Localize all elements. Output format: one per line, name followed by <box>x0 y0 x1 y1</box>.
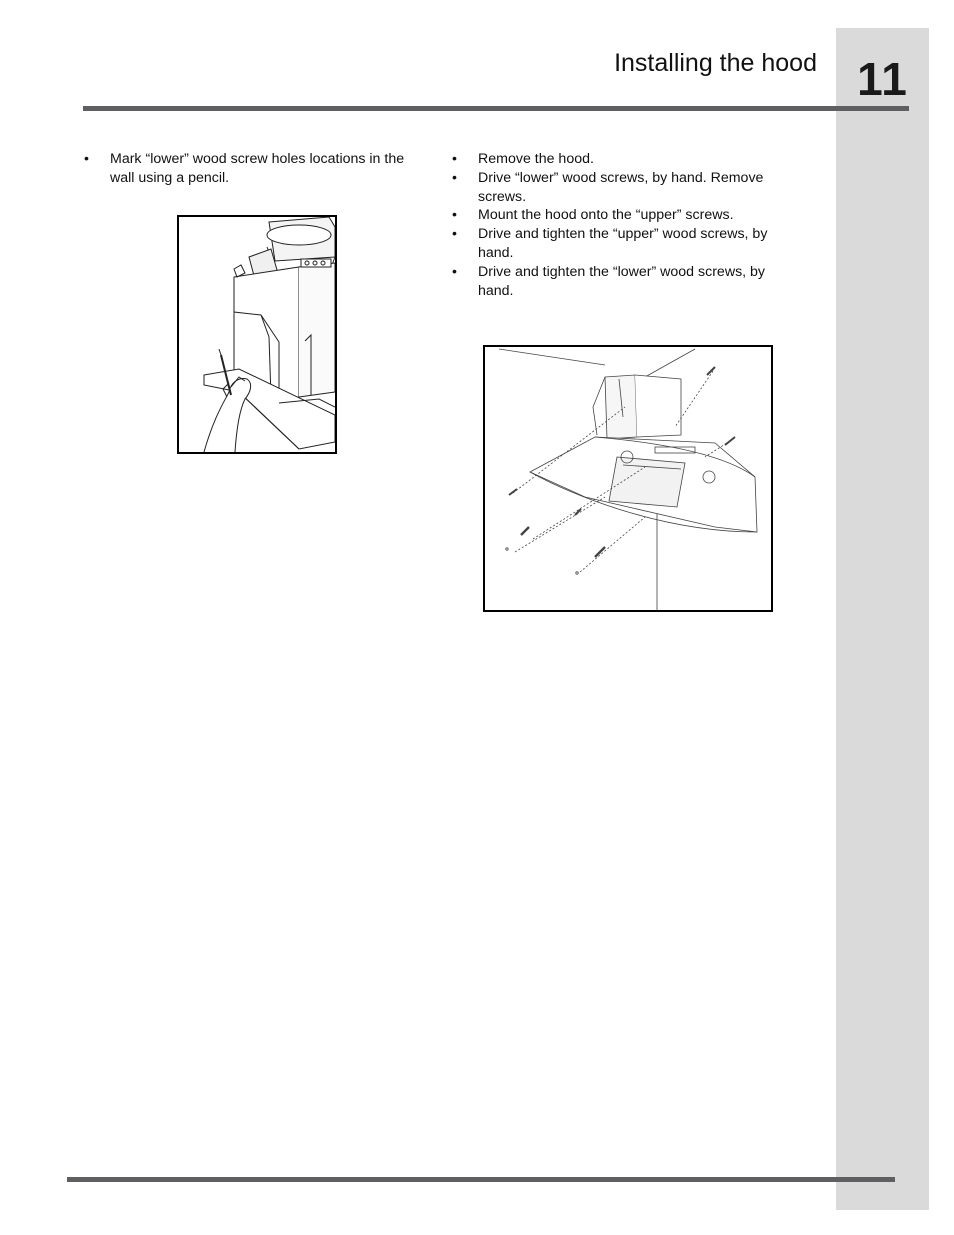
list-item: • Mount the hood onto the “upper” screws. <box>452 206 797 225</box>
list-item: • Remove the hood. <box>452 150 797 169</box>
page-title: Installing the hood <box>614 49 817 77</box>
list-item: • Drive and tighten the “upper” wood screws, by hand. <box>452 225 797 263</box>
side-tab <box>836 28 929 1210</box>
left-step-list <box>84 150 429 188</box>
marking-screw-holes-illustration <box>177 215 337 454</box>
right-step-list <box>452 150 797 300</box>
list-item: • Mark “lower” wood screw holes locations in the wall using a pencil. <box>84 150 429 188</box>
footer-rule <box>67 1177 895 1182</box>
list-item: • Drive “lower” wood screws, by hand. Remove screws. <box>452 169 797 207</box>
mounting-hood-illustration <box>483 345 773 612</box>
list-item: • Drive and tighten the “lower” wood screws, by hand. <box>452 263 797 301</box>
header-rule <box>83 106 909 111</box>
page-number: 11 <box>857 53 908 105</box>
